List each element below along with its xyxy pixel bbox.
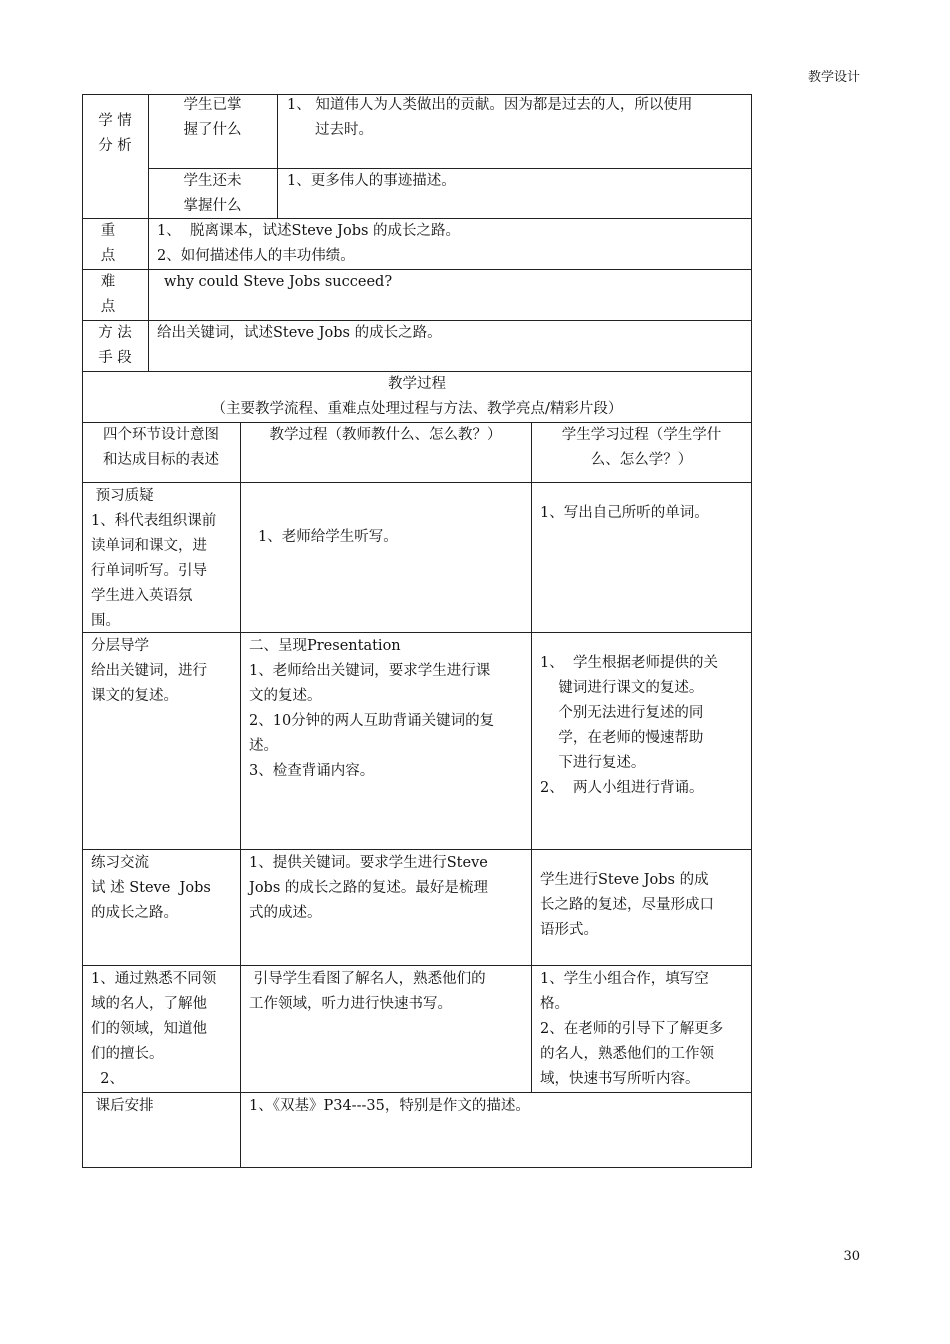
col-header-2: 教学过程（教师教什么、怎么教？） <box>269 427 502 443</box>
mastered-text: 1、 知道伟人为人类做出的贡献。因为都是过去的人，所以使用 过去时。 <box>287 97 693 138</box>
col-divider <box>277 94 278 218</box>
row2-student: 1、 学生根据老师提供的关 键词进行课文的复述。 个别无法进行复述的同 学，在老师的慢速帮助 下进行复述。 2、 两人小组进行背诵。 <box>540 655 718 796</box>
fangfa-text: 给出关键词，试述Steve Jobs 的成长之路。 <box>157 325 442 341</box>
nandian-text: why could Steve Jobs succeed? <box>164 274 393 290</box>
row4-purpose: 1、通过熟悉不同领 域的名人，了解他 们的领域，知道他 们的擅长。 2、 <box>91 971 217 1087</box>
mastered-label: 学生已掌 握了什么 <box>183 97 242 138</box>
row5-purpose: 课后安排 <box>91 1098 154 1114</box>
nandian-label: 难 点 <box>100 274 116 315</box>
col-header-1: 四个环节设计意图 和达成目标的表述 <box>103 427 219 468</box>
page-header: 教学设计 <box>807 70 860 85</box>
zhongdian-label: 重 点 <box>100 223 116 264</box>
row3-purpose: 练习交流 试 述 Steve Jobs 的成长之路。 <box>91 855 211 921</box>
row3-student: 学生进行Steve Jobs 的成 长之路的复述，尽量形成口 语形式。 <box>540 872 714 938</box>
xueqing-label: 学 情 分 析 <box>98 113 132 154</box>
page-number: 30 <box>843 1249 860 1264</box>
col-header-3: 学生学习过程（学生学什 么、怎么学？） <box>561 427 722 468</box>
row2-teacher: 二、呈现Presentation 1、老师给出关键词，要求学生进行课 文的复述。 2、10分钟的两人互助背诵关键词的复 述。 3、检查背诵内容。 <box>249 638 495 779</box>
row1-purpose: 预习质疑 1、科代表组织课前 读单词和课文，进 行单词听写。引导 学生进入英语氛 围。 <box>91 488 217 629</box>
row-divider <box>82 965 752 966</box>
row3-teacher: 1、提供关键词。要求学生进行Steve Jobs 的成长之路的复述。最好是梳理 式的成述。 <box>249 855 488 921</box>
row-divider <box>82 849 752 850</box>
row4-student: 1、学生小组合作，填写空 格。 2、在老师的引导下了解更多 的名人，熟悉他们的工作领 域，快速书写所听内容。 <box>540 971 724 1087</box>
row-divider <box>82 1092 752 1093</box>
col-divider <box>531 422 532 1092</box>
row1-teacher: 1、老师给学生听写。 <box>258 529 398 545</box>
fangfa-label: 方 法 手 段 <box>98 325 132 366</box>
row1-student: 1、写出自己所听的单词。 <box>540 505 709 521</box>
zhongdian-text: 1、 脱离课本，试述Steve Jobs 的成长之路。 2、如何描述伟人的丰功伟绩。 <box>157 223 461 264</box>
process-title: 教学过程 （主要教学流程、重难点处理过程与方法、教学亮点/精彩片段） <box>211 376 623 417</box>
row-divider <box>82 482 752 483</box>
row2-purpose: 分层导学 给出关键词，进行 课文的复述。 <box>91 638 207 704</box>
unmastered-label: 学生还未 掌握什么 <box>183 173 242 214</box>
unmastered-text: 1、更多伟人的事迹描述。 <box>287 173 456 189</box>
col-divider <box>240 422 241 1168</box>
row4-teacher: 引导学生看图了解名人，熟悉他们的 工作领域，听力进行快速书写。 <box>249 971 486 1012</box>
row5-teacher: 1、《双基》P34---35，特别是作文的描述。 <box>249 1098 530 1114</box>
